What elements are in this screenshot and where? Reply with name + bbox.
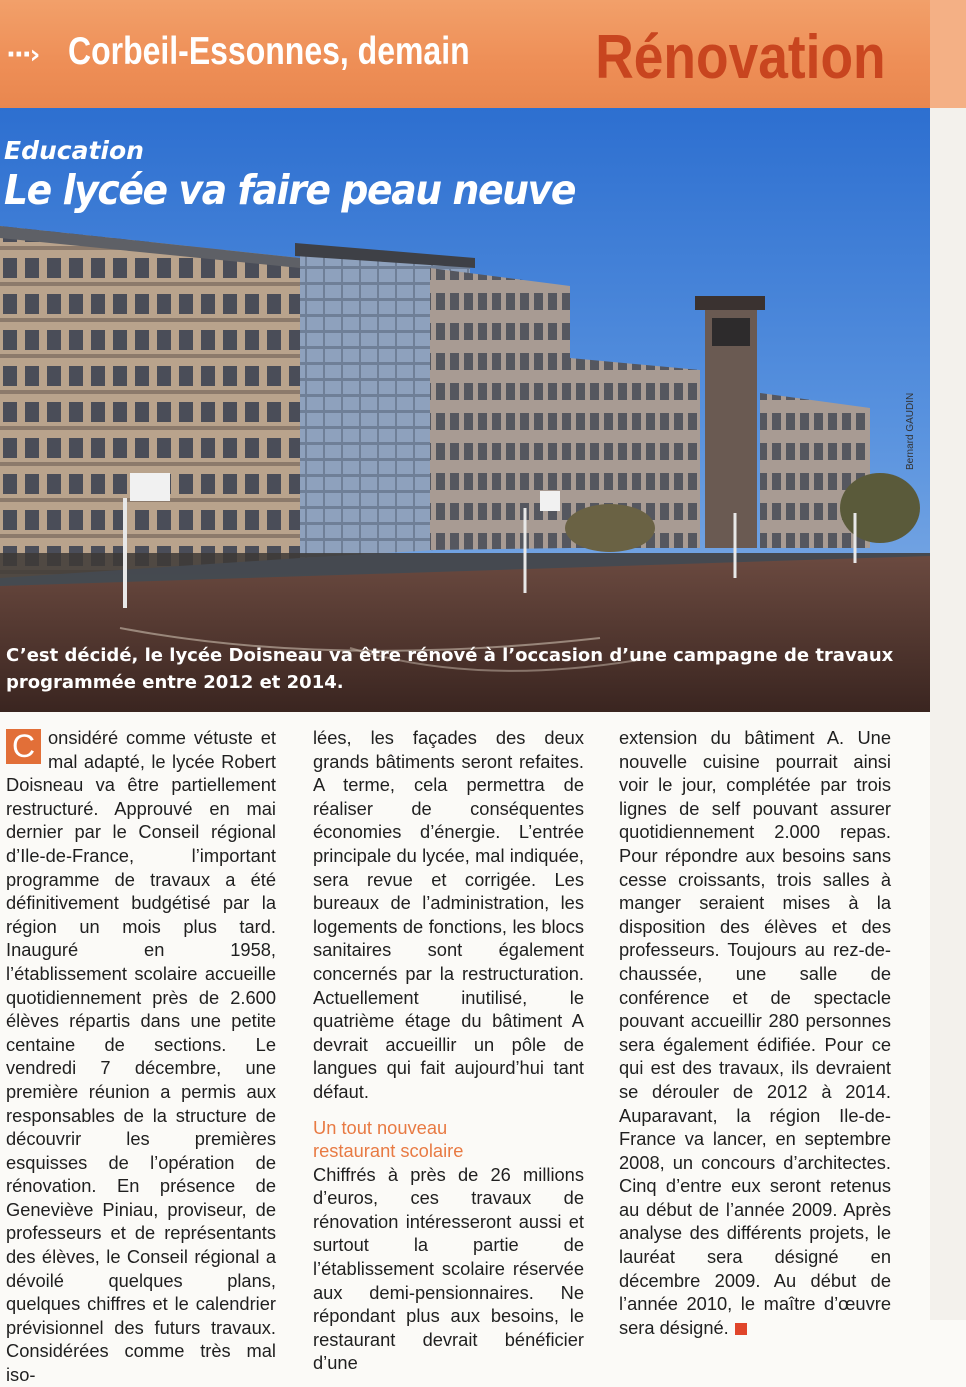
photo-caption: C’est décidé, le lycée Doisneau va être rénové à l’occasion d’une campagne de travaux programmée entre 2012 et 2014. — [6, 645, 894, 693]
article-kicker: Education — [4, 136, 144, 165]
column-3-text — [619, 726, 891, 1339]
drop-cap: C — [6, 729, 41, 764]
end-of-article-mark — [735, 1323, 747, 1335]
column-2-text-bottom: Chiffrés à près de 26 millions d’euros, ces travaux de rénovation intéresseront aussi et surtout la partie de l’établissement scolaire réservée aux demi-pensionnaires. Ne répondant plus aux besoins, le restaurant devrait bénéficier d’une — [313, 1163, 584, 1374]
article-column-1 — [6, 726, 276, 1387]
column-2-text-top: lées, les façades des deux grands bâtiments seront refaites. A terme, cela permettra de réaliser de conséquentes économies d’énergie. L’entrée principale du lycée, mal indiquée, sera revue et corrigée. Les bureaux de l’administration, les logements de fonctions, les blocs sanitaires sont également concernés par la restructuration. Actuellement inutilisé, le quatrième étage du bâtiment A devrait accueillir un pôle de langues qui fait aujourd’hui tant défaut. — [313, 727, 584, 1102]
page-edge-tab — [930, 0, 966, 108]
article-column-2 — [313, 726, 584, 1375]
section-title: Corbeil-Essonnes, demain — [68, 30, 470, 73]
page-margin — [930, 108, 966, 1320]
subheading-line-1: Un tout nouveau — [313, 1116, 448, 1138]
dotted-arrow-icon: ···› — [6, 40, 39, 70]
subheading — [313, 1116, 584, 1163]
article-column-3 — [619, 726, 891, 1339]
subheading-line-2: restaurant scolaire — [313, 1140, 464, 1162]
category-title: Rénovation — [595, 23, 886, 92]
column-3-body: extension du bâtiment A. Une nouvelle cuisine pourrait ainsi voir le jour, complétée par trois lignes de self pouvant assurer quotidiennement 2.000 repas. Pour répondre aux besoins sans cesse croissants, trois salles à manger seraient mises à la disposition des élèves et des professeurs. Toujours au rez-de-chaussée, une salle de conférence et de spectacle pouvant accueillir 280 personnes sera également édifiée. Pour ce qui est des travaux, ils devraient se dérouler de 2012 à 2014. Auparavant, la région Ile-de-France va lancer, en septembre 2008, un concours d’architectes. Cinq d’entre eux seront retenus au début de l’année 2009. Après analyse des différents projets, le lauréat sera désigné en décembre 2009. Au début de l’année 2010, le maître d’œuvre sera désigné. — [619, 727, 891, 1338]
column-1-text: onsidéré comme vétuste et mal adapté, le lycée Robert Doisneau va être partiellement restructuré. Approuvé en mai dernier par le Conseil régional d’Ile-de-France, l’important programme de travaux a été définitivement budgétisé par la région un mois plus tard. Inauguré en 1958, l’établissement scolaire accueille quotidiennement près de 2.600 élèves répartis dans une petite centaine de sections. Le vendredi 7 décembre, une première réunion a permis aux responsables de la structure de découvrir les premières esquisses de l’opération de rénovation. En présence de Geneviève Piniau, proviseur, de professeurs et de représentants des élèves, le Conseil régional a dévoilé quelques plans, quelques chiffres et le calendrier prévisionnel des futurs travaux. Considérées comme très mal iso- — [6, 727, 276, 1386]
photo-credit: Bernard GAUDIN — [905, 392, 916, 470]
article-headline: Le lycée va faire peau neuve — [4, 166, 576, 214]
